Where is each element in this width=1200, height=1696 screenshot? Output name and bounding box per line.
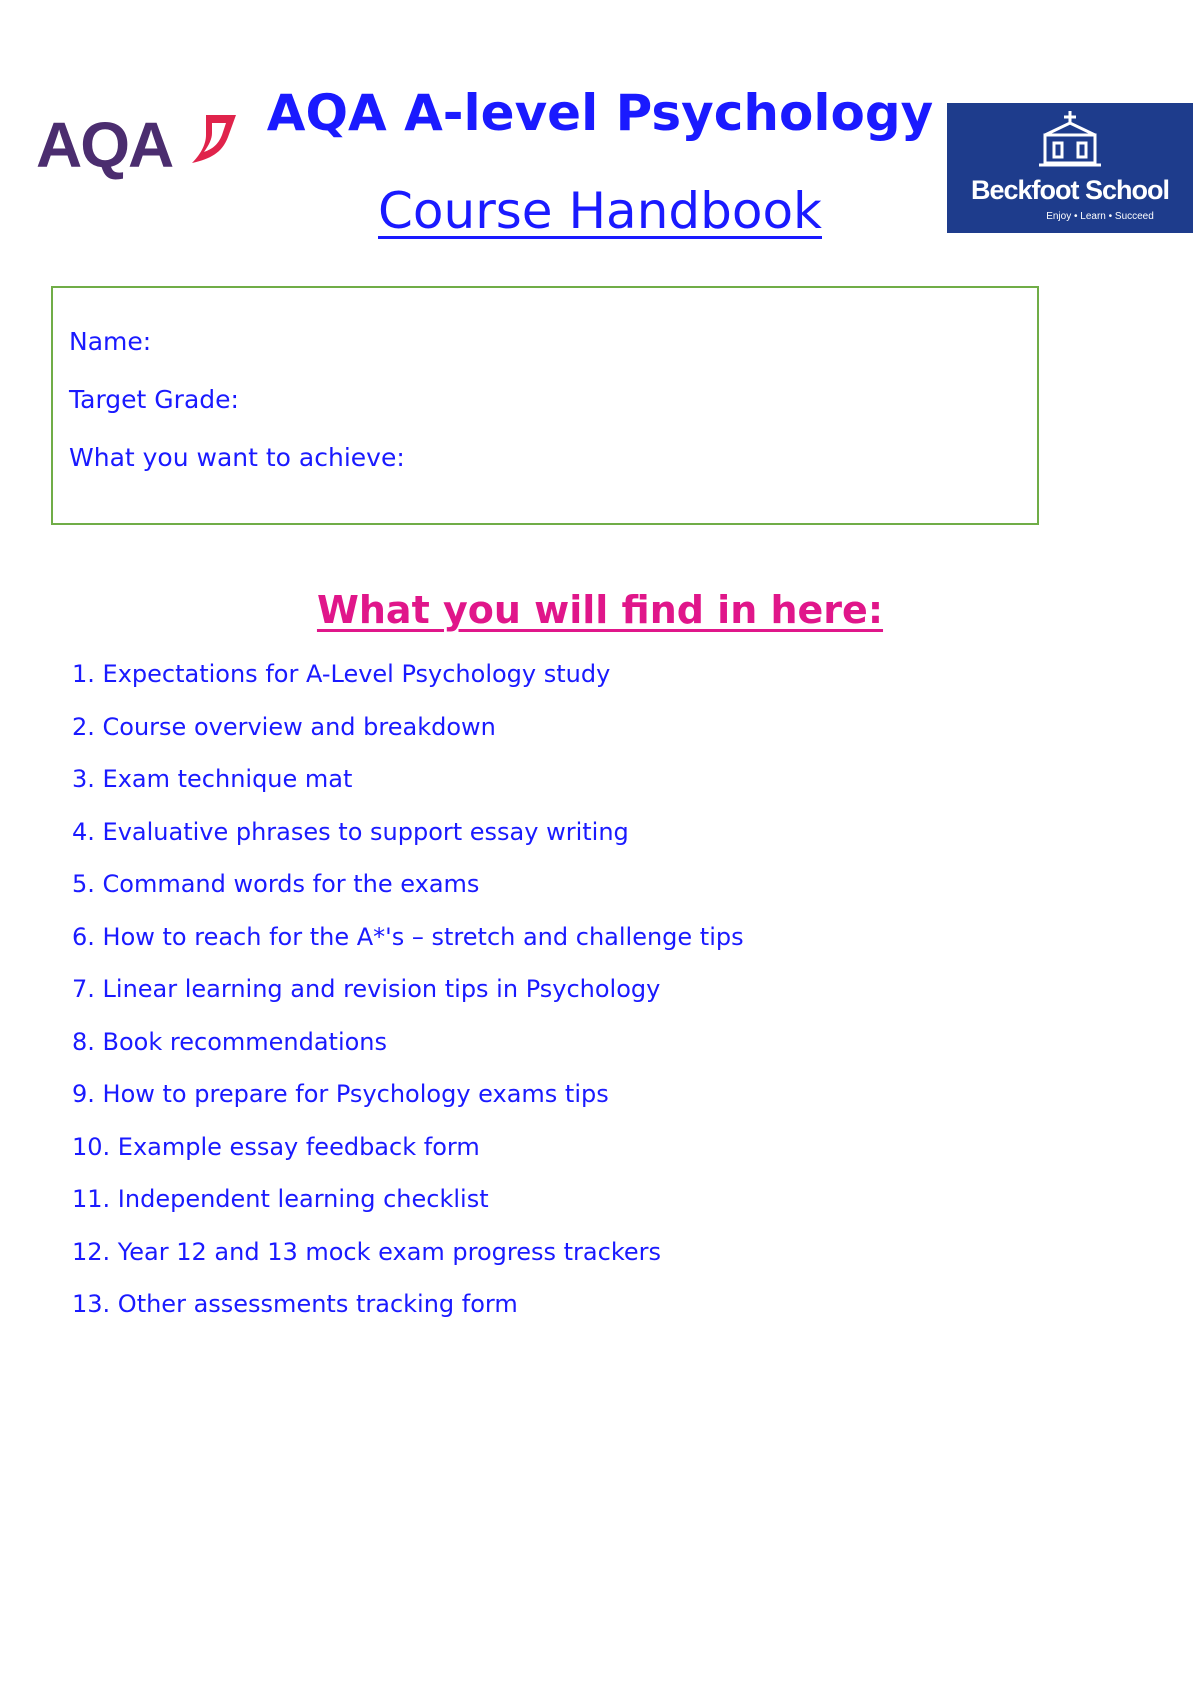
list-item: 4. Evaluative phrases to support essay writing <box>72 817 629 846</box>
list-item: 5. Command words for the exams <box>72 870 480 898</box>
contents-heading-text: What you will find in here: <box>316 588 884 632</box>
contents-list <box>72 660 744 1343</box>
subtitle-text: Course Handbook <box>378 182 822 240</box>
list-item: 6. How to reach for the A*'s – stretch and challenge tips <box>72 922 744 951</box>
school-name: Beckfoot School <box>970 175 1170 205</box>
page-subtitle <box>300 182 900 240</box>
name-label: Name: <box>69 327 152 356</box>
list-item: 13. Other assessments tracking form <box>72 1290 518 1318</box>
list-item: 3. Exam technique mat <box>72 765 353 793</box>
page-title: AQA A-level Psychology <box>266 84 934 142</box>
list-item: 7. Linear learning and revision tips in Psychology <box>72 975 661 1003</box>
school-logo <box>947 103 1193 233</box>
achieve-label: What you want to achieve: <box>69 443 405 472</box>
list-item: 2. Course overview and breakdown <box>72 712 496 741</box>
list-item: 12. Year 12 and 13 mock exam progress trackers <box>72 1237 661 1266</box>
aqa-logo <box>36 105 241 195</box>
school-crest-icon <box>1037 109 1103 171</box>
contents-heading <box>0 588 1200 632</box>
list-item: 1. Expectations for A-Level Psychology study <box>72 660 611 688</box>
aqa-logo-text: AQA <box>36 109 173 181</box>
list-item: 10. Example essay feedback form <box>72 1132 480 1161</box>
school-motto: Enjoy • Learn • Succeed <box>1046 211 1154 222</box>
student-info-box <box>51 286 1039 525</box>
list-item: 11. Independent learning checklist <box>72 1185 489 1213</box>
target-grade-label: Target Grade: <box>69 385 239 414</box>
list-item: 8. Book recommendations <box>72 1027 388 1056</box>
aqa-logo-mark <box>188 113 238 165</box>
list-item: 9. How to prepare for Psychology exams tips <box>72 1080 609 1108</box>
